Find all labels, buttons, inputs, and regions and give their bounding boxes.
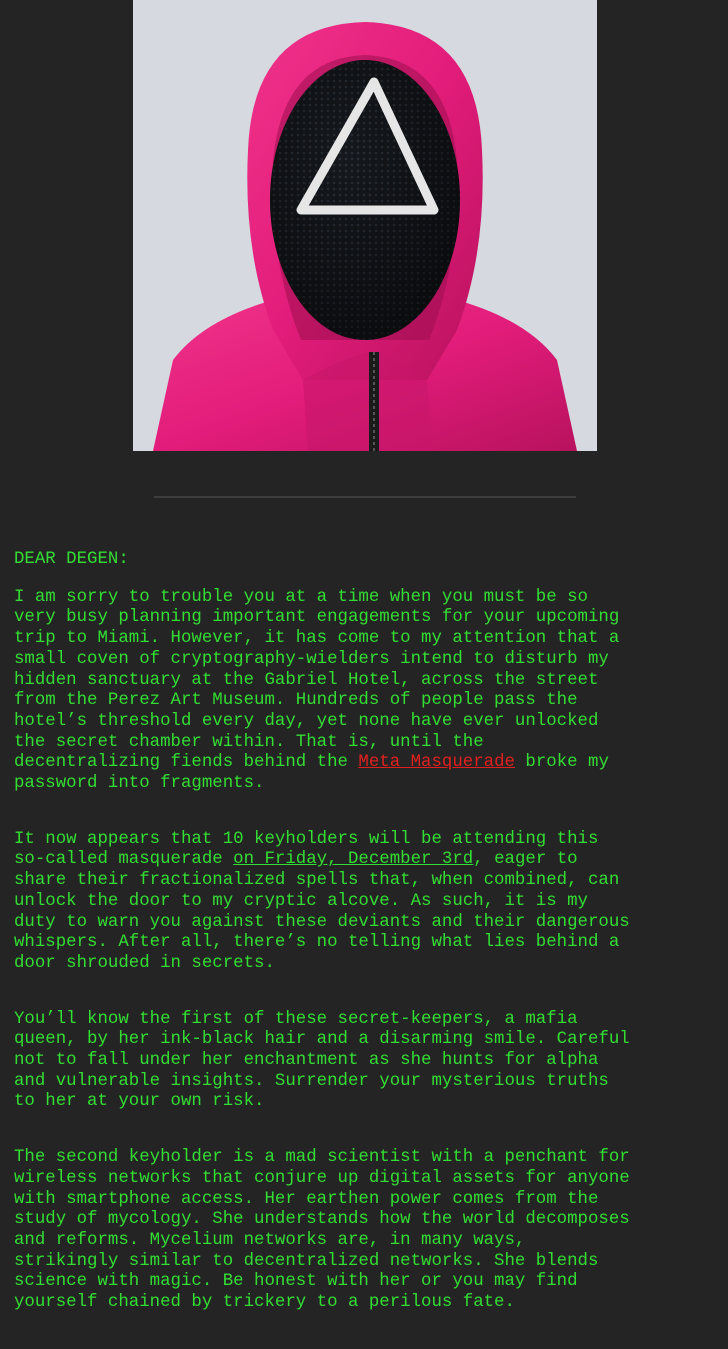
p3-line: to her at your own risk. bbox=[14, 1092, 265, 1112]
p1-line: hidden sanctuary at the Gabriel Hotel, across the street bbox=[14, 670, 599, 690]
masked-figure-illustration bbox=[133, 0, 597, 451]
section-divider bbox=[154, 496, 576, 498]
p4-line: The second keyholder is a mad scientist with a penchant for bbox=[14, 1148, 630, 1168]
p4-line: with smartphone access. Her earthen power comes from the bbox=[14, 1189, 599, 1209]
p3-line: not to fall under her enchantment as she hunts for alpha bbox=[14, 1051, 599, 1071]
p4-line: strikingly similar to decentralized networks. She blends bbox=[14, 1251, 599, 1271]
p4-line: yourself chained by trickery to a perilous fate. bbox=[14, 1293, 515, 1313]
p1-line: the secret chamber within. That is, until the bbox=[14, 732, 484, 752]
p2-line: It now appears that 10 keyholders will be attending this bbox=[14, 829, 599, 849]
p1-line-with-link: decentralizing fiends behind the Meta Masquerade broke my bbox=[14, 753, 609, 773]
p2-line: share their fractionalized spells that, when combined, can bbox=[14, 871, 620, 891]
p1-line: hotel’s threshold every day, yet none have ever unlocked bbox=[14, 711, 599, 731]
event-date-link[interactable]: on Friday, December 3rd bbox=[233, 850, 474, 870]
p1-line: I am sorry to trouble you at a time when you must be so bbox=[14, 587, 588, 607]
p3-line: queen, by her ink-black hair and a disarming smile. Careful bbox=[14, 1030, 630, 1050]
p1-line: small coven of cryptography-wielders intend to disturb my bbox=[14, 649, 609, 669]
paragraph-3 bbox=[14, 1010, 714, 1114]
p3-line: You’ll know the first of these secret-keepers, a mafia bbox=[14, 1009, 578, 1029]
p4-line: and reforms. Mycelium networks are, in many ways, bbox=[14, 1230, 526, 1250]
p2-line-with-date: so-called masquerade on Friday, December 3rd, eager to bbox=[14, 850, 578, 870]
p2-line: duty to warn you against these deviants and their dangerous bbox=[14, 912, 630, 932]
p1-line: very busy planning important engagements for your upcoming bbox=[14, 608, 620, 628]
p4-line: science with magic. Be honest with her or you may find bbox=[14, 1272, 578, 1292]
paragraph-1 bbox=[14, 588, 714, 795]
hero-image bbox=[133, 0, 597, 451]
p1-line: password into fragments. bbox=[14, 774, 265, 794]
p4-line: wireless networks that conjure up digital assets for anyone bbox=[14, 1168, 630, 1188]
p1-line: trip to Miami. However, it has come to my attention that a bbox=[14, 629, 620, 649]
p2-line: whispers. After all, there’s no telling what lies behind a bbox=[14, 933, 620, 953]
letter-body bbox=[14, 550, 714, 1349]
paragraph-2 bbox=[14, 830, 714, 975]
p1-line: from the Perez Art Museum. Hundreds of people pass the bbox=[14, 691, 578, 711]
p3-line: and vulnerable insights. Surrender your mysterious truths bbox=[14, 1071, 609, 1091]
meta-masquerade-link[interactable]: Meta Masquerade bbox=[358, 753, 515, 773]
paragraph-4 bbox=[14, 1148, 714, 1314]
p2-line: unlock the door to my cryptic alcove. As such, it is my bbox=[14, 891, 588, 911]
p2-line: door shrouded in secrets. bbox=[14, 953, 275, 973]
p4-line: study of mycology. She understands how the world decomposes bbox=[14, 1210, 630, 1230]
salutation: DEAR DEGEN: bbox=[14, 550, 129, 569]
